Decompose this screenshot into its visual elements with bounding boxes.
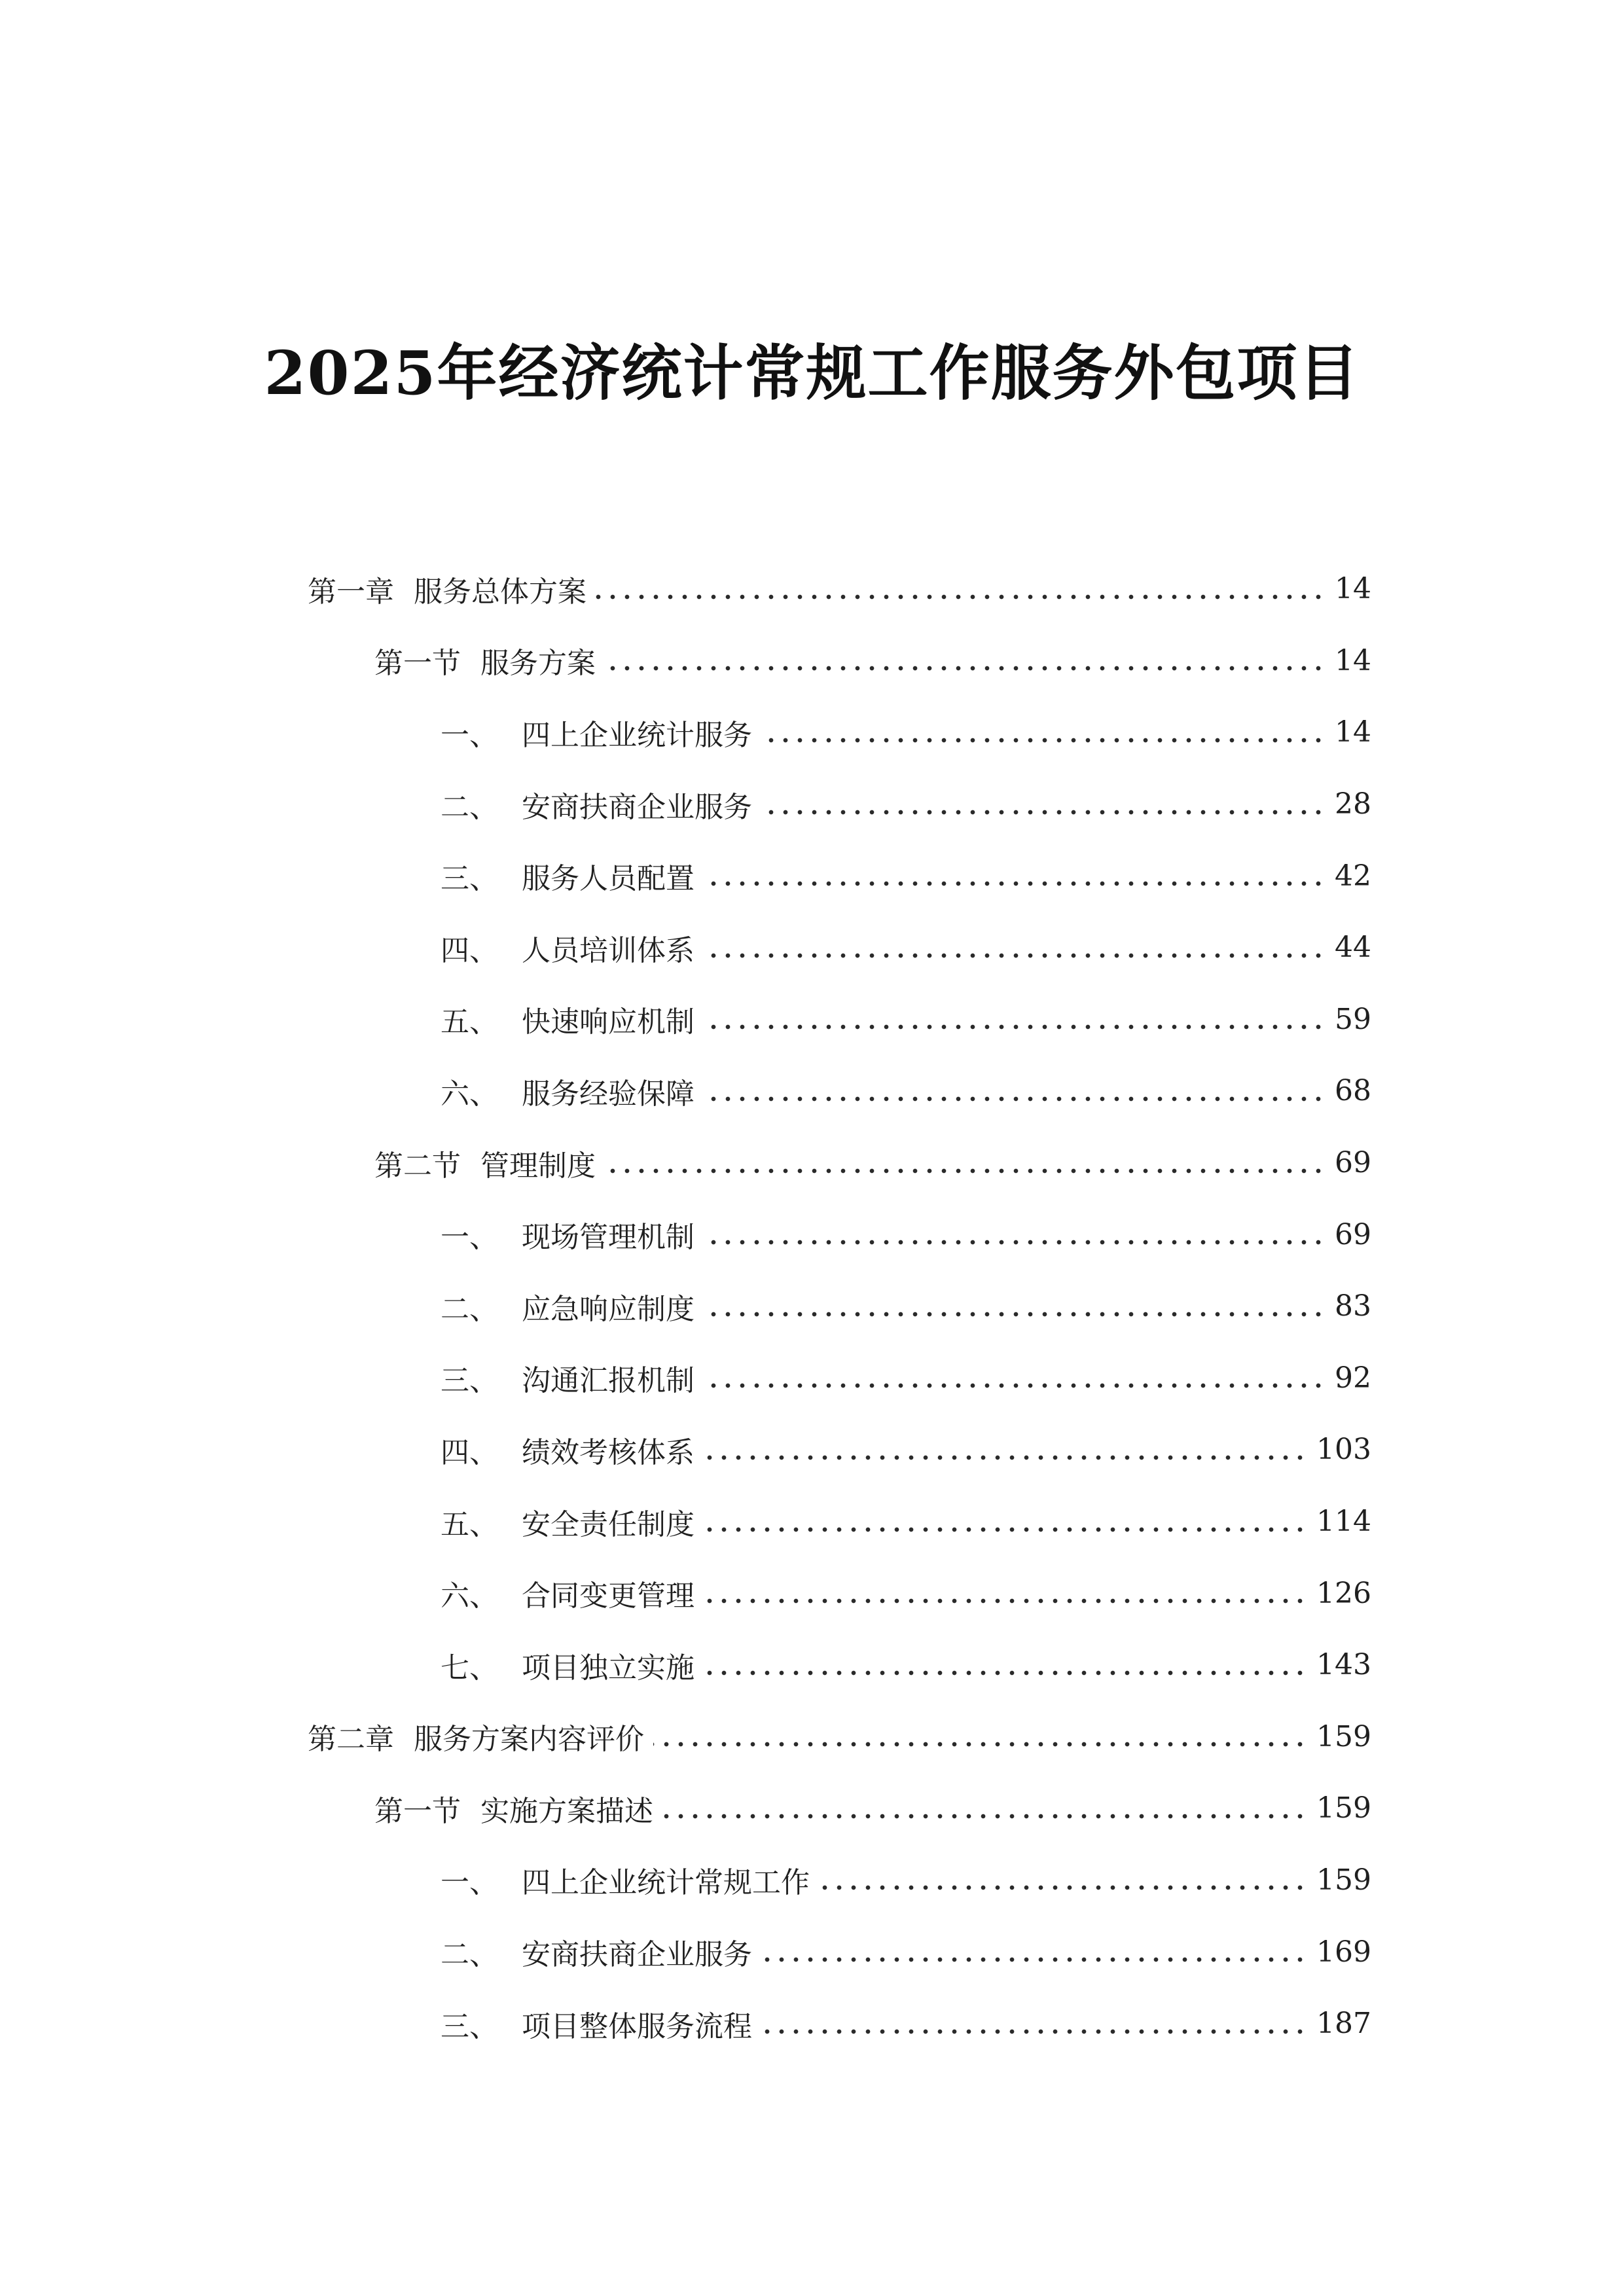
toc-entry-page-number: 68: [1335, 1074, 1371, 1108]
toc-entry-number: 一、: [441, 718, 498, 752]
toc-entry-label: [441, 927, 695, 969]
toc-entry[interactable]: [0, 1414, 1624, 1486]
toc-entry-page-number: 103: [1316, 1433, 1371, 1467]
toc-entry-page-number: 69: [1335, 1217, 1371, 1251]
toc-entry-label: [441, 1931, 752, 1973]
toc-entry-page-number: 69: [1335, 1146, 1371, 1180]
toc-entry-title: 项目整体服务流程: [522, 2009, 752, 2043]
toc-entry-page-number: 83: [1335, 1289, 1371, 1323]
toc-entry[interactable]: [0, 1844, 1624, 1916]
toc-entry-label: [374, 1142, 596, 1184]
toc-dot-leader: [704, 1300, 1326, 1329]
toc-entry-number: 三、: [441, 862, 498, 896]
toc-entry-title: 管理制度: [480, 1149, 596, 1183]
document-title: 2025年经济统计常规工作服务外包项目: [264, 338, 1360, 408]
toc-entry-title: 项目独立实施: [522, 1651, 695, 1685]
toc-dot-leader: [704, 1085, 1326, 1113]
toc-dot-leader: [596, 583, 1326, 611]
toc-entry[interactable]: [0, 1198, 1624, 1270]
toc-entry[interactable]: [0, 1629, 1624, 1701]
toc-entry-title: 快速响应机制: [522, 1005, 695, 1039]
toc-entry-title: 安全责任制度: [522, 1507, 695, 1541]
toc-entry-title: 服务总体方案: [414, 575, 586, 609]
toc-dot-leader: [761, 2017, 1307, 2046]
toc-entry-title: 安商扶商企业服务: [522, 790, 752, 824]
toc-dot-leader: [704, 1013, 1326, 1041]
toc-dot-leader: [761, 726, 1326, 755]
toc-entry-number: 第一章: [308, 575, 394, 609]
toc-entry[interactable]: [0, 1916, 1624, 1988]
toc-entry-number: 一、: [441, 1221, 498, 1255]
toc-entry-label: [441, 1285, 695, 1327]
toc-dot-leader: [704, 869, 1326, 898]
toc-entry-title: 服务经验保障: [522, 1077, 695, 1111]
toc-entry-number: 二、: [441, 1938, 498, 1972]
toc-entry-number: 第一节: [374, 1794, 461, 1828]
toc-dot-leader: [662, 1802, 1307, 1831]
toc-entry-title: 绩效考核体系: [522, 1435, 695, 1469]
toc-entry-number: 五、: [441, 1005, 498, 1039]
toc-entry-number: 三、: [441, 2009, 498, 2043]
toc-entry-title: 服务方案内容评价: [414, 1723, 644, 1757]
table-of-contents: [0, 553, 1624, 2059]
toc-entry-page-number: 126: [1316, 1576, 1371, 1610]
toc-dot-leader: [704, 1443, 1307, 1472]
toc-entry-label: [441, 1644, 695, 1686]
toc-entry-label: [441, 1501, 695, 1543]
toc-entry-page-number: 14: [1335, 643, 1371, 677]
toc-entry-number: 二、: [441, 1292, 498, 1326]
toc-entry-number: 第二节: [374, 1149, 461, 1183]
toc-dot-leader: [819, 1873, 1307, 1902]
toc-entry-label: [441, 855, 695, 897]
toc-dot-leader: [704, 941, 1326, 970]
toc-entry-number: 六、: [441, 1077, 498, 1111]
toc-entry[interactable]: [0, 1988, 1624, 2060]
toc-entry-title: 现场管理机制: [522, 1221, 695, 1255]
toc-entry-title: 安商扶商企业服务: [522, 1938, 752, 1972]
toc-entry-label: [308, 568, 586, 610]
toc-entry[interactable]: [0, 1342, 1624, 1414]
toc-dot-leader: [704, 1371, 1326, 1400]
toc-entry-number: 七、: [441, 1651, 498, 1685]
toc-entry-page-number: 169: [1316, 1935, 1371, 1969]
toc-entry[interactable]: [0, 1557, 1624, 1629]
toc-entry-page-number: 159: [1316, 1791, 1371, 1825]
toc-entry[interactable]: [0, 1701, 1624, 1773]
toc-entry-label: [441, 711, 752, 753]
toc-entry-label: [441, 1572, 695, 1614]
toc-entry-number: 四、: [441, 933, 498, 967]
toc-entry-label: [441, 1429, 695, 1471]
toc-entry[interactable]: [0, 1055, 1624, 1127]
toc-entry[interactable]: [0, 768, 1624, 840]
toc-entry[interactable]: [0, 1127, 1624, 1199]
toc-entry[interactable]: [0, 553, 1624, 625]
toc-entry[interactable]: [0, 984, 1624, 1056]
toc-entry-page-number: 59: [1335, 1002, 1371, 1036]
toc-entry-number: 三、: [441, 1364, 498, 1398]
toc-entry-label: [441, 1357, 695, 1399]
toc-entry-label: [441, 1213, 695, 1255]
toc-entry-page-number: 42: [1335, 859, 1371, 893]
toc-dot-leader: [605, 654, 1326, 683]
toc-entry[interactable]: [0, 1772, 1624, 1844]
toc-entry-title: 人员培训体系: [522, 933, 695, 967]
toc-entry-label: [441, 2003, 752, 2045]
toc-entry-page-number: 44: [1335, 931, 1371, 965]
toc-entry[interactable]: [0, 1486, 1624, 1558]
toc-entry[interactable]: [0, 1270, 1624, 1342]
toc-entry-title: 服务人员配置: [522, 862, 695, 896]
toc-entry-title: 实施方案描述: [480, 1794, 653, 1828]
toc-entry-label: [308, 1715, 644, 1757]
toc-entry-title: 四上企业统计服务: [522, 718, 752, 752]
toc-entry-number: 第一节: [374, 647, 461, 681]
toc-entry[interactable]: [0, 625, 1624, 697]
toc-dot-leader: [605, 1157, 1326, 1185]
toc-entry-title: 沟通汇报机制: [522, 1364, 695, 1398]
toc-entry-label: [441, 783, 752, 825]
toc-entry-page-number: 187: [1316, 2007, 1371, 2041]
toc-dot-leader: [653, 1730, 1307, 1759]
toc-dot-leader: [704, 1228, 1326, 1257]
toc-entry-title: 合同变更管理: [522, 1579, 695, 1613]
toc-entry-label: [441, 1859, 810, 1901]
toc-dot-leader: [704, 1659, 1307, 1687]
toc-entry-page-number: 159: [1316, 1863, 1371, 1897]
toc-entry-label: [374, 639, 596, 681]
toc-entry-number: 五、: [441, 1507, 498, 1541]
toc-entry-number: 一、: [441, 1866, 498, 1900]
toc-dot-leader: [761, 1945, 1307, 1974]
toc-entry[interactable]: [0, 696, 1624, 768]
toc-entry-label: [441, 1070, 695, 1112]
toc-entry-title: 服务方案: [480, 647, 596, 681]
toc-entry-number: 六、: [441, 1579, 498, 1613]
toc-entry-label: [374, 1787, 653, 1829]
toc-entry-title: 应急响应制度: [522, 1292, 695, 1326]
toc-entry[interactable]: [0, 912, 1624, 984]
toc-dot-leader: [704, 1587, 1307, 1615]
toc-dot-leader: [704, 1515, 1307, 1544]
toc-entry-page-number: 114: [1316, 1505, 1371, 1539]
toc-entry-number: 四、: [441, 1435, 498, 1469]
toc-entry-page-number: 143: [1316, 1648, 1371, 1682]
toc-entry-page-number: 92: [1335, 1361, 1371, 1395]
toc-entry-page-number: 28: [1335, 787, 1371, 821]
toc-entry-label: [441, 998, 695, 1040]
toc-entry[interactable]: [0, 840, 1624, 912]
toc-entry-number: 二、: [441, 790, 498, 824]
toc-entry-page-number: 14: [1335, 572, 1371, 606]
toc-entry-title: 四上企业统计常规工作: [522, 1866, 810, 1900]
toc-dot-leader: [761, 798, 1326, 827]
toc-entry-page-number: 14: [1335, 715, 1371, 749]
toc-entry-page-number: 159: [1316, 1719, 1371, 1753]
toc-entry-number: 第二章: [308, 1723, 394, 1757]
